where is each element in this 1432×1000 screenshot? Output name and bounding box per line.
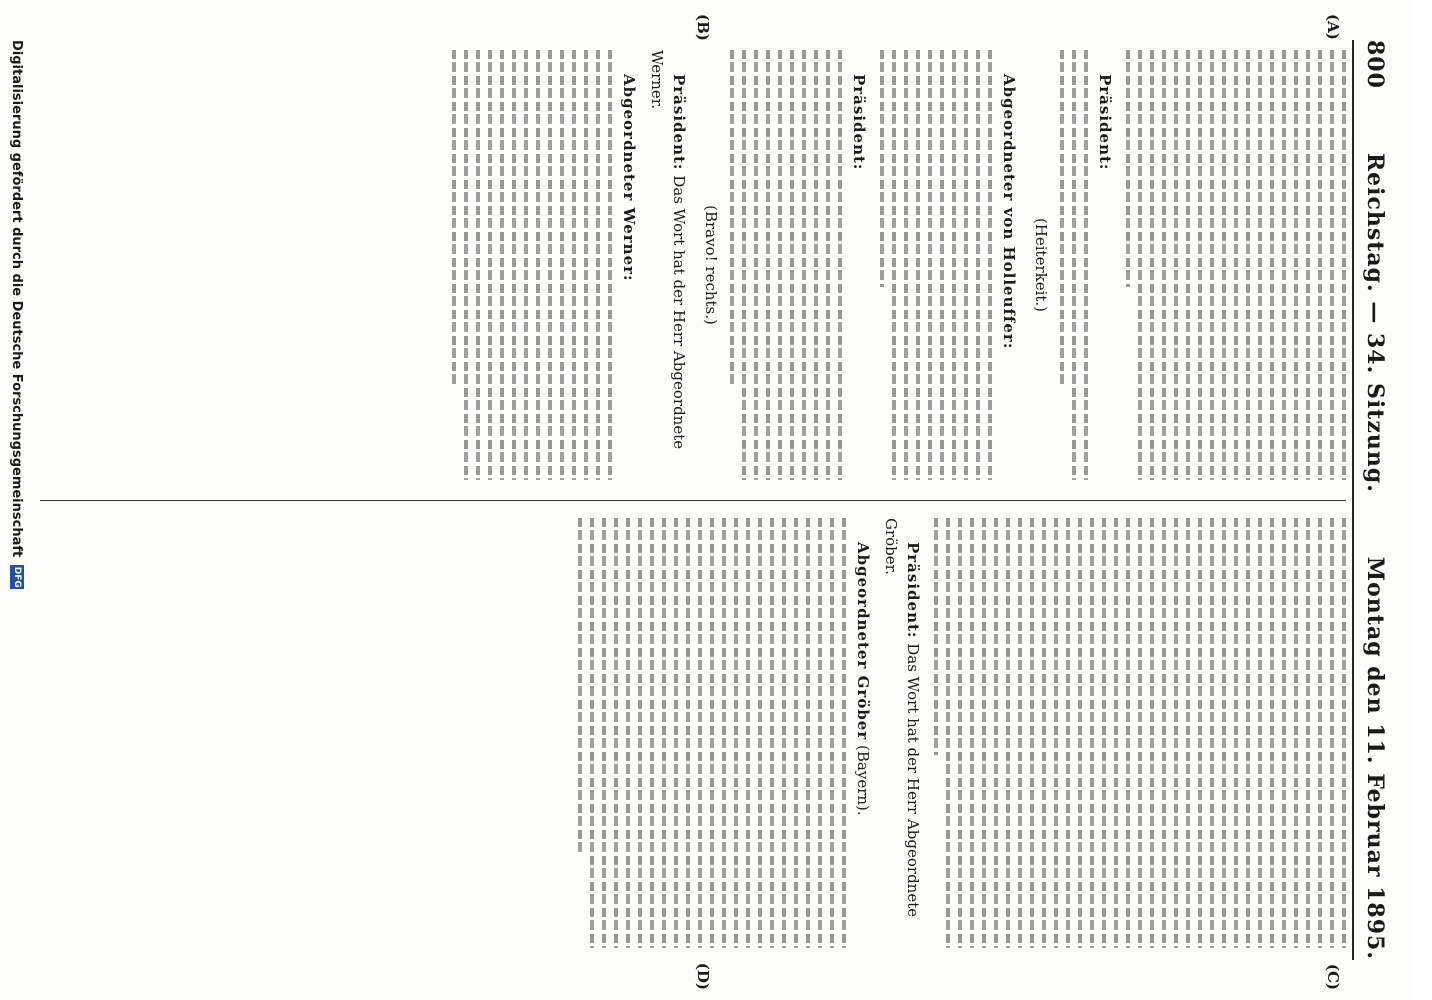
speaker-paragraph — [1094, 50, 1116, 480]
speaker-name: Abgeordneter Werner: — [620, 74, 638, 282]
left-column — [40, 50, 1346, 480]
dfg-logo: DFG — [12, 566, 22, 588]
page-footer — [6, 40, 28, 960]
text-block — [934, 518, 1346, 948]
margin-letter-b: (B) — [694, 14, 712, 41]
page-header — [1358, 40, 1392, 960]
speaker-paragraph — [880, 518, 924, 948]
speaker-text: Das Wort hat der Herr Abgeordnete Gröber. — [882, 518, 922, 918]
speaker-name: Präsident: — [850, 74, 868, 171]
column-divider — [40, 500, 1346, 501]
speaker-text: Das Wort hat der Herr Abgeordnete Werner. — [648, 50, 688, 450]
text-block — [452, 50, 612, 480]
page-date: Montag den 11. Februar 1895. — [1362, 556, 1388, 960]
text-block — [1060, 50, 1088, 480]
margin-letter-a: (A) — [1324, 14, 1342, 40]
page-title: Reichstag. — 34. Sitzung. — [1362, 152, 1388, 493]
speaker-paragraph — [646, 50, 690, 480]
text-block — [1126, 50, 1346, 480]
stage-direction: (Heiterkeit.) — [1032, 217, 1050, 313]
text-block — [730, 50, 842, 480]
footer-text: Digitalisierung gefördert durch die Deutsche Forschungsgemeinschaft — [9, 40, 25, 558]
speaker-paragraph — [998, 50, 1020, 480]
right-column — [40, 518, 1346, 948]
header-rule — [1352, 40, 1354, 960]
speaker-paragraph — [618, 50, 640, 480]
speaker-name: Präsident: — [904, 542, 922, 639]
stage-direction: (Bravo! rechts.) — [702, 205, 720, 325]
speaker-name: Abgeordneter Gröber — [854, 542, 872, 741]
speaker-paragraph — [852, 518, 874, 948]
speaker-name: Präsident: — [670, 74, 688, 171]
speaker-note: (Bayern). — [854, 745, 872, 816]
margin-letter-d: (D) — [694, 962, 712, 990]
speaker-paragraph — [848, 50, 870, 480]
page-number: 800 — [1362, 40, 1388, 89]
margin-letter-c: (C) — [1324, 963, 1342, 990]
speaker-name: Präsident: — [1096, 74, 1114, 171]
speaker-name: Abgeordneter von Holleuffer: — [1000, 74, 1018, 350]
text-block — [880, 50, 992, 480]
text-block — [578, 518, 846, 948]
